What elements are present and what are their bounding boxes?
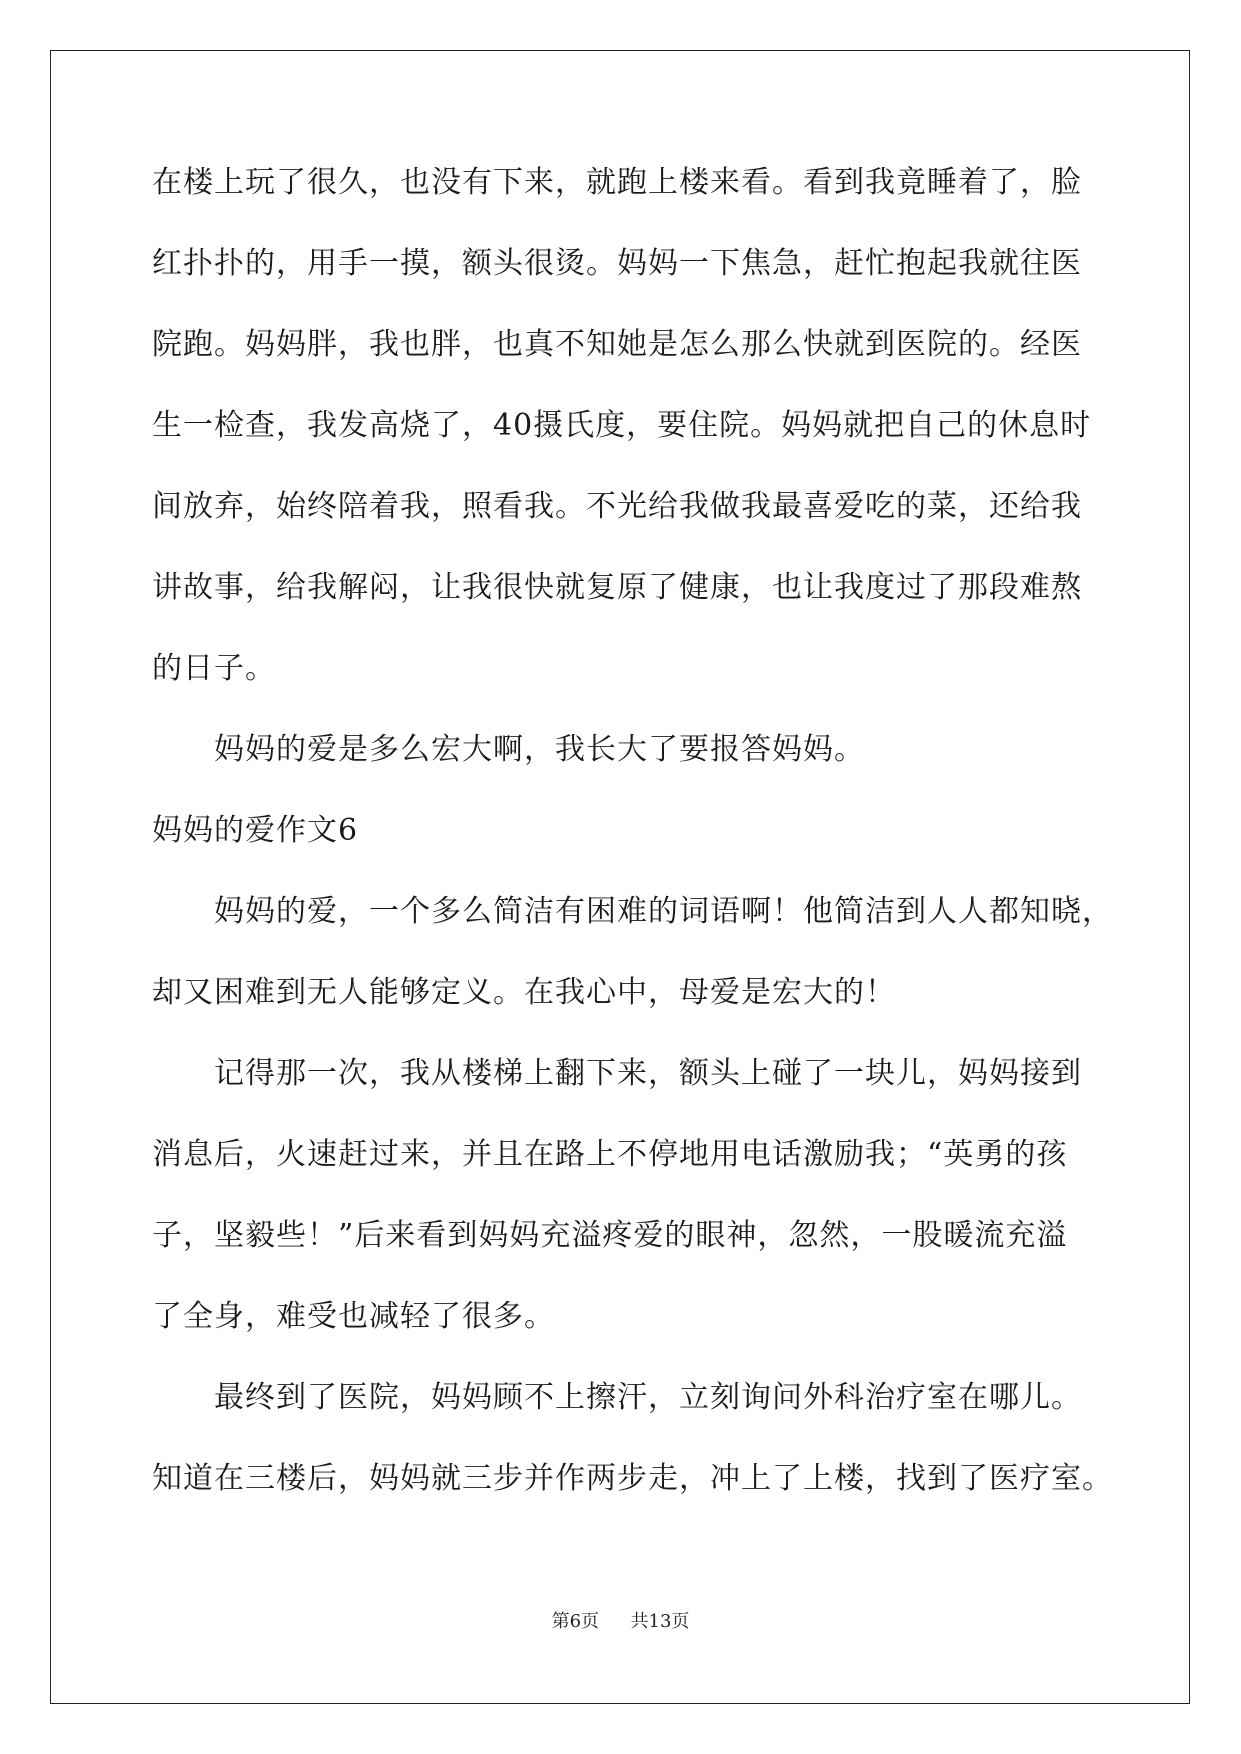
text-line-10: 妈妈的爱，一个多么简洁有困难的词语啊！他简洁到人人都知晓， [214,894,1113,929]
text-line-12: 记得那一次，我从楼梯上翻下来，额头上碰了一块儿，妈妈接到 [214,1056,1082,1091]
text-line-15: 了全身，难受也减轻了很多。 [152,1299,555,1334]
text-line-16: 最终到了医院，妈妈顾不上擦汗，立刻询问外科治疗室在哪儿。 [214,1380,1082,1415]
page-number: 第6页 [551,1611,600,1632]
page-total: 共13页 [630,1611,690,1632]
text-line-5: 间放弃，始终陪着我，照看我。不光给我做我最喜爱吃的菜，还给我 [152,489,1082,524]
text-line-3: 院跑。妈妈胖，我也胖，也真不知她是怎么那么快就到医院的。经医 [152,327,1082,362]
section-heading: 妈妈的爱作文6 [152,813,359,848]
text-line-7: 的日子。 [152,651,276,686]
text-line-14: 子，坚毅些！”后来看到妈妈充溢疼爱的眼神，忽然，一股暖流充溢 [152,1218,1068,1253]
text-line-6: 讲故事，给我解闷，让我很快就复原了健康，也让我度过了那段难熬 [152,570,1082,605]
text-line-2: 红扑扑的，用手一摸，额头很烫。妈妈一下焦急，赶忙抱起我就往医 [152,246,1082,281]
document-body [152,165,1113,1545]
page-footer [0,1612,1241,1632]
text-line-4: 生一检查，我发高烧了，40摄氏度，要住院。妈妈就把自己的休息时 [152,408,1092,443]
text-line-13: 消息后，火速赶过来，并且在路上不停地用电话激励我；“英勇的孩 [152,1137,1068,1172]
text-line-11: 却又困难到无人能够定义。在我心中，母爱是宏大的！ [152,975,896,1010]
text-line-17: 知道在三楼后，妈妈就三步并作两步走，冲上了上楼，找到了医疗室。 [152,1461,1113,1496]
text-line-8: 妈妈的爱是多么宏大啊，我长大了要报答妈妈。 [214,732,865,767]
text-line-1: 在楼上玩了很久，也没有下来，就跑上楼来看。看到我竟睡着了，脸 [152,165,1082,200]
